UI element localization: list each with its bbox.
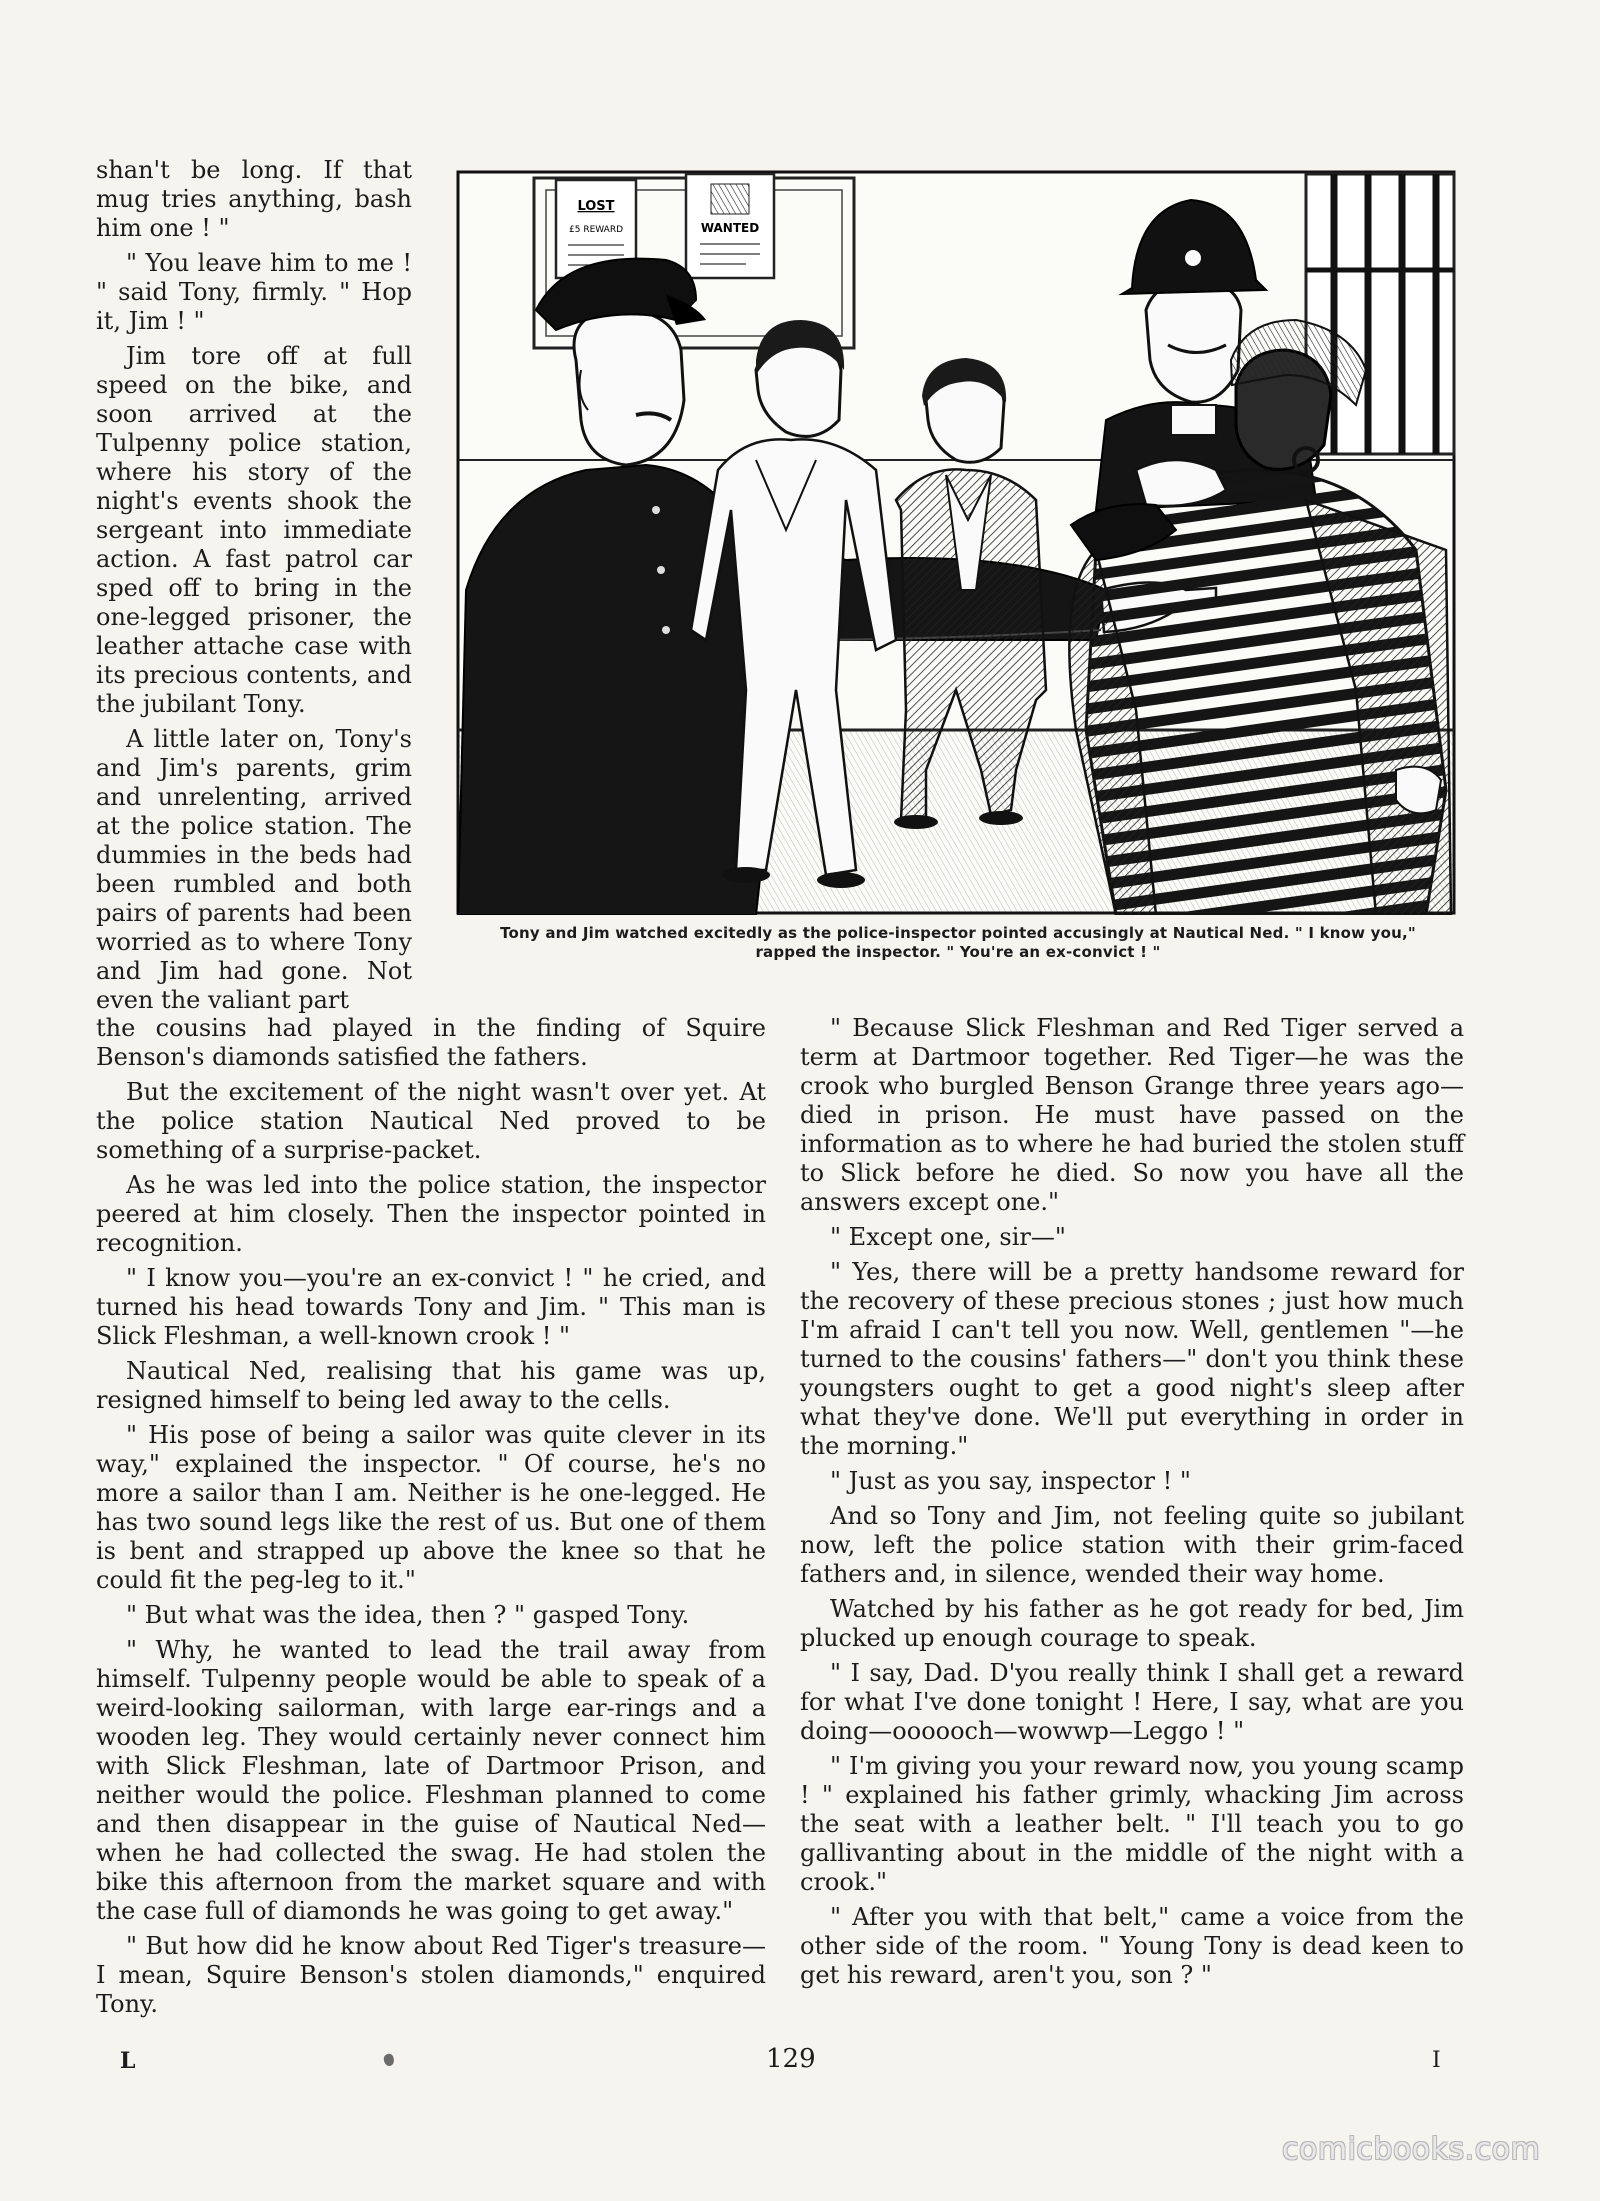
narrow-text-column [96, 156, 412, 1021]
paragraph: " After you with that belt," came a voice from the other side of the room. " Young Tony is dead keen to get his reward, aren't you, son ? " [800, 1903, 1464, 1989]
paragraph: As he was led into the police station, the inspector peered at him closely. Then the inspector pointed in recognition. [96, 1171, 766, 1257]
page-number: 129 [766, 2044, 816, 2074]
paragraph: A little later on, Tony's and Jim's parents, grim and unrelenting, arrived at the police station. The dummies in the beds had been rumbled and both pairs of parents had been worried as to where Tony and Jim had gone. Not even the valiant part [96, 725, 412, 1014]
paragraph: " I say, Dad. D'you really think I shall get a reward for what I've done tonight ! Here, I say, what are you doing—oooooch—wowwp—Leggo ! " [800, 1659, 1464, 1745]
right-text-column [800, 1014, 1464, 1996]
paragraph: Nautical Ned, realising that his game was up, resigned himself to being led away to the cells. [96, 1357, 766, 1414]
caption-line-1: Tony and Jim watched excitedly as the police-inspector pointed accusingly at Nautical Ned. " I know you," [500, 924, 1416, 942]
paragraph: " Why, he wanted to lead the trail away from himself. Tulpenny people would be able to speak of a weird-looking sailorman, with large ear-rings and a wooden leg. They would certainly never connect him with Slick Fleshman, late of Dartmoor Prison, and neither would the police. Fleshman planned to come and then disappear in the guise of Nautical Ned—when he had collected the swag. He had stolen the bike this afternoon from the market square and with the case full of diamonds he was going to get away." [96, 1636, 766, 1925]
paragraph: " But how did he know about Red Tiger's treasure—I mean, Squire Benson's stolen diamonds," enquired Tony. [96, 1932, 766, 2018]
paragraph: " Just as you say, inspector ! " [830, 1467, 1191, 1495]
paragraph: " But what was the idea, then ? " gasped Tony. [126, 1601, 690, 1629]
watermark-text: comicbooks.com [1282, 2132, 1541, 2167]
paragraph: Watched by his father as he got ready for bed, Jim plucked up enough courage to speak. [800, 1595, 1464, 1652]
paragraph: " I know you—you're an ex-convict ! " he cried, and turned his head towards Tony and Jim. " This man is Slick Fleshman, a well-known crook ! " [96, 1264, 766, 1350]
paragraph: " I'm giving you your reward now, you young scamp ! " explained his father grimly, whacking Jim across the seat with a leather belt. " I'll teach you to go gallivanting about in the middle of the night with a crook." [800, 1752, 1464, 1896]
paragraph: And so Tony and Jim, not feeling quite so jubilant now, left the police station with their grim-faced fathers and, in silence, wended their way home. [800, 1502, 1464, 1588]
left-text-column [96, 1014, 766, 2025]
paragraph: shan't be long. If that mug tries anything, bash him one ! " [96, 156, 412, 242]
paragraph: Jim tore off at full speed on the bike, and soon arrived at the Tulpenny police station, where his story of the night's events shook the sergeant into immediate action. A fast patrol car sped off to bring in the one-legged prisoner, the leather attache case with its precious contents, and the jubilant Tony. [96, 342, 412, 718]
signature-mark-left: L [120, 2048, 136, 2074]
caption-line-2: rapped the inspector. " You're an ex-convict ! " [755, 943, 1161, 961]
paragraph: But the excitement of the night wasn't over yet. At the police station Nautical Ned proved to be something of a surprise-packet. [96, 1078, 766, 1164]
lost-poster-title: LOST [577, 199, 615, 214]
story-illustration [456, 170, 1456, 915]
paragraph: " You leave him to me ! " said Tony, firmly. " Hop it, Jim ! " [96, 249, 412, 335]
wanted-poster-title: WANTED [700, 221, 760, 235]
ink-speck [382, 2053, 396, 2068]
illustration-caption [438, 924, 1478, 962]
lost-poster-sub: £5 REWARD [569, 225, 623, 235]
signature-mark-right: I [1432, 2048, 1441, 2073]
paragraph: the cousins had played in the finding of Squire Benson's diamonds satisfied the fathers. [96, 1014, 766, 1071]
paragraph: " His pose of being a sailor was quite clever in its way," explained the inspector. " Of course, he's no more a sailor than I am. Neither is he one-legged. He has two sound legs like the rest of us. But one of them is bent and strapped up above the knee so that he could fit the peg-leg to it." [96, 1421, 766, 1594]
wanted-poster [686, 174, 774, 278]
paragraph: " Because Slick Fleshman and Red Tiger served a term at Dartmoor together. Red Tiger—he was the crook who burgled Benson Grange three years ago—died in prison. He must have passed on the information as to where he had buried the stolen stuff to Slick before he died. So now you have all the answers except one." [800, 1014, 1464, 1216]
paragraph: " Except one, sir—" [830, 1223, 1066, 1251]
paragraph: " Yes, there will be a pretty handsome reward for the recovery of these precious stones ; just how much I'm afraid I can't tell you now. Well, gentlemen "—he turned to the cousins' fathers—" don't you think these youngsters ought to get a good night's sleep after what they've done. We'll put everything in order in the morning." [800, 1258, 1464, 1460]
